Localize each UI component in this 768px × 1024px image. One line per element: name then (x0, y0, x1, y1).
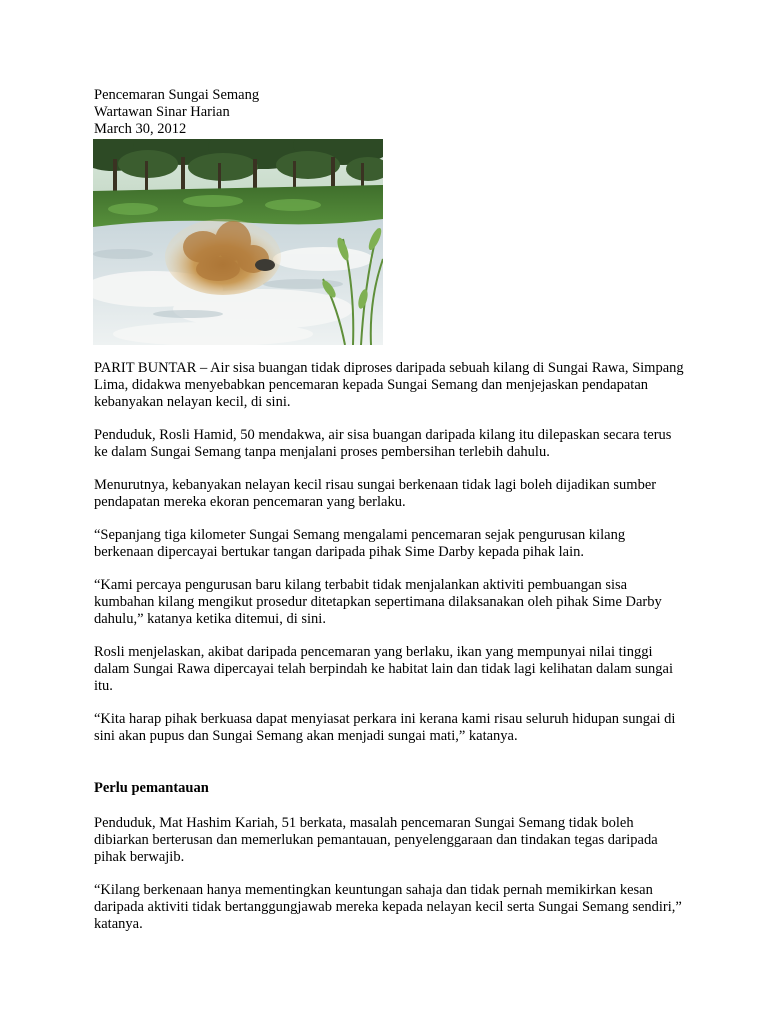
document-page (94, 87, 684, 933)
article-paragraph: “Kami percaya pengurusan baru kilang terbabit tidak menjalankan aktiviti pembuangan sisa kumbahan kilang mengikut prosedur ditetapkan sepertimana dilaksanakan oleh pihak Sime Darby dahulu,” katanya ketika ditemui, di sini. (94, 577, 662, 627)
article-author: Wartawan Sinar Harian (94, 104, 230, 120)
article-paragraph: “Kilang berkenaan hanya mementingkan keuntungan sahaja dan tidak pernah memikirkan kesan daripada aktiviti tidak bertanggungjawab mereka kepada nelayan kecil serta Sungai Semang sendiri,” katanya. (94, 882, 682, 932)
article-paragraph: Rosli menjelaskan, akibat daripada pencemaran yang berlaku, ikan yang mempunyai nilai tinggi dalam Sungai Rawa dipercayai telah berpindah ke habitat lain dan tidak lagi kelihatan dalam sungai itu. (94, 644, 673, 694)
article-date: March 30, 2012 (94, 121, 187, 137)
article-title: Pencemaran Sungai Semang (94, 87, 260, 103)
river-pollution-photo (93, 139, 383, 345)
article-paragraph: “Sepanjang tiga kilometer Sungai Semang mengalami pencemaran sejak pengurusan kilang berkenaan dipercayai bertukar tangan daripada pihak Sime Darby kepada pihak lain. (94, 527, 626, 560)
section-subheading: Perlu pemantauan (94, 780, 209, 796)
article-paragraph: “Kita harap pihak berkuasa dapat menyiasat perkara ini kerana kami risau seluruh hidupan sungai di sini akan pupus dan Sungai Semang akan menjadi sungai mati,” katanya. (94, 711, 676, 744)
article-paragraph: Penduduk, Rosli Hamid, 50 mendakwa, air sisa buangan daripada kilang itu dilepaskan secara terus ke dalam Sungai Semang tanpa menjalani proses pembersihan terlebih dahulu. (94, 427, 672, 460)
article-paragraph: Menurutnya, kebanyakan nelayan kecil risau sungai berkenaan tidak lagi boleh dijadikan sumber pendapatan mereka ekoran pencemaran yang berlaku. (94, 477, 657, 510)
article-paragraph: Penduduk, Mat Hashim Kariah, 51 berkata, masalah pencemaran Sungai Semang tidak boleh dibiarkan berterusan dan memerlukan pemantauan, penyelenggaraan dan tindakan tegas daripada pihak berwajib. (94, 815, 658, 865)
article-paragraph: PARIT BUNTAR – Air sisa buangan tidak diproses daripada sebuah kilang di Sungai Rawa, Simpang Lima, didakwa menyebabkan pencemaran kepada Sungai Semang dan menjejaskan pendapatan kebanyakan nelayan kecil, di sini. (94, 360, 684, 410)
